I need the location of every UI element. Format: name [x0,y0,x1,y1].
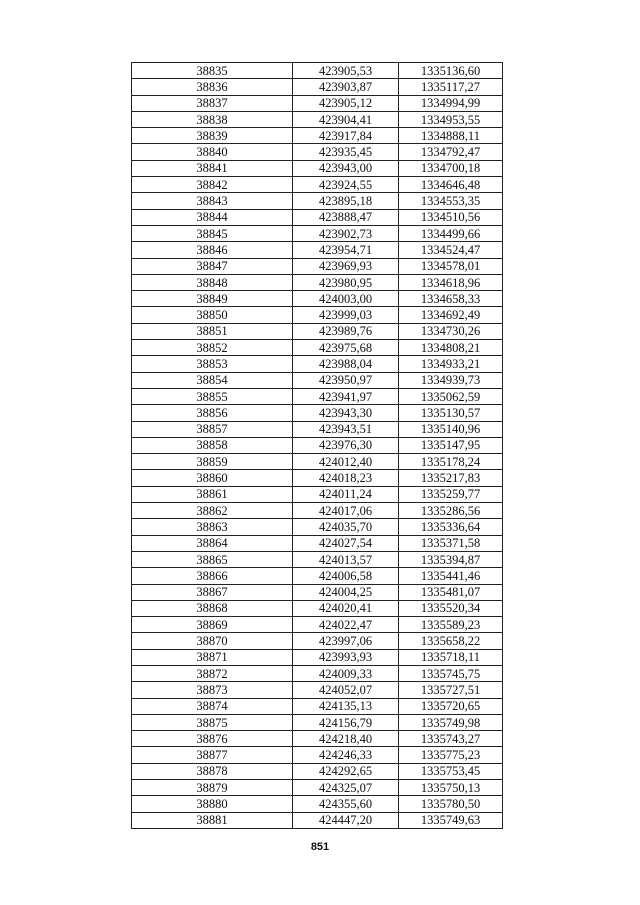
table-row [132,421,503,437]
point-number-cell: 38857 [132,421,293,437]
point-number-cell: 38861 [132,486,293,502]
x-coordinate-cell: 423975,68 [293,340,399,356]
table-row [132,291,503,307]
point-number-cell: 38865 [132,551,293,567]
table-row [132,812,503,828]
x-coordinate-cell: 424004,25 [293,584,399,600]
table-row [132,323,503,339]
point-number-cell: 38866 [132,568,293,584]
x-coordinate-cell: 424035,70 [293,519,399,535]
table-row [132,714,503,730]
y-coordinate-cell: 1334658,33 [399,291,503,307]
y-coordinate-cell: 1334499,66 [399,225,503,241]
table-row [132,796,503,812]
y-coordinate-cell: 1335589,23 [399,617,503,633]
y-coordinate-cell: 1334510,56 [399,209,503,225]
point-number-cell: 38853 [132,356,293,372]
y-coordinate-cell: 1335371,58 [399,535,503,551]
y-coordinate-cell: 1335062,59 [399,388,503,404]
x-coordinate-cell: 424012,40 [293,454,399,470]
table-row [132,242,503,258]
y-coordinate-cell: 1335441,46 [399,568,503,584]
point-number-cell: 38856 [132,405,293,421]
point-number-cell: 38851 [132,323,293,339]
y-coordinate-cell: 1335286,56 [399,503,503,519]
table-row [132,177,503,193]
point-number-cell: 38871 [132,649,293,665]
x-coordinate-cell: 424017,06 [293,503,399,519]
table-row [132,144,503,160]
x-coordinate-cell: 424447,20 [293,812,399,828]
table-row [132,340,503,356]
y-coordinate-cell: 1334888,11 [399,128,503,144]
coordinates-table [131,62,503,829]
x-coordinate-cell: 424218,40 [293,731,399,747]
x-coordinate-cell: 424009,33 [293,665,399,681]
table-row [132,437,503,453]
x-coordinate-cell: 423950,97 [293,372,399,388]
y-coordinate-cell: 1335750,13 [399,780,503,796]
y-coordinate-cell: 1335147,95 [399,437,503,453]
table-row [132,503,503,519]
x-coordinate-cell: 423943,30 [293,405,399,421]
y-coordinate-cell: 1335658,22 [399,633,503,649]
y-coordinate-cell: 1335136,60 [399,63,503,79]
y-coordinate-cell: 1335727,51 [399,682,503,698]
y-coordinate-cell: 1334730,26 [399,323,503,339]
point-number-cell: 38872 [132,665,293,681]
x-coordinate-cell: 423902,73 [293,225,399,241]
x-coordinate-cell: 424355,60 [293,796,399,812]
table-row [132,209,503,225]
x-coordinate-cell: 423943,51 [293,421,399,437]
y-coordinate-cell: 1334578,01 [399,258,503,274]
point-number-cell: 38838 [132,111,293,127]
y-coordinate-cell: 1334524,47 [399,242,503,258]
table-row [132,470,503,486]
table-row [132,225,503,241]
x-coordinate-cell: 424020,41 [293,600,399,616]
table-row [132,388,503,404]
point-number-cell: 38859 [132,454,293,470]
table-row [132,633,503,649]
point-number-cell: 38839 [132,128,293,144]
point-number-cell: 38868 [132,600,293,616]
y-coordinate-cell: 1335749,98 [399,714,503,730]
y-coordinate-cell: 1334646,48 [399,177,503,193]
table-row [132,682,503,698]
point-number-cell: 38850 [132,307,293,323]
x-coordinate-cell: 424003,00 [293,291,399,307]
y-coordinate-cell: 1335259,77 [399,486,503,502]
y-coordinate-cell: 1335130,57 [399,405,503,421]
point-number-cell: 38881 [132,812,293,828]
table-row [132,747,503,763]
y-coordinate-cell: 1335481,07 [399,584,503,600]
x-coordinate-cell: 424013,57 [293,551,399,567]
x-coordinate-cell: 423969,93 [293,258,399,274]
x-coordinate-cell: 424011,24 [293,486,399,502]
y-coordinate-cell: 1334808,21 [399,340,503,356]
table-row [132,617,503,633]
table-row [132,519,503,535]
table-row [132,486,503,502]
point-number-cell: 38873 [132,682,293,698]
y-coordinate-cell: 1334553,35 [399,193,503,209]
x-coordinate-cell: 423999,03 [293,307,399,323]
table-row [132,128,503,144]
x-coordinate-cell: 424006,58 [293,568,399,584]
x-coordinate-cell: 423980,95 [293,274,399,290]
y-coordinate-cell: 1334933,21 [399,356,503,372]
x-coordinate-cell: 423988,04 [293,356,399,372]
x-coordinate-cell: 423943,00 [293,160,399,176]
x-coordinate-cell: 423905,12 [293,95,399,111]
y-coordinate-cell: 1334953,55 [399,111,503,127]
x-coordinate-cell: 423989,76 [293,323,399,339]
point-number-cell: 38862 [132,503,293,519]
point-number-cell: 38835 [132,63,293,79]
x-coordinate-cell: 423905,53 [293,63,399,79]
y-coordinate-cell: 1334692,49 [399,307,503,323]
table-row [132,405,503,421]
table-row [132,584,503,600]
point-number-cell: 38877 [132,747,293,763]
y-coordinate-cell: 1335217,83 [399,470,503,486]
x-coordinate-cell: 424246,33 [293,747,399,763]
x-coordinate-cell: 423941,97 [293,388,399,404]
x-coordinate-cell: 424156,79 [293,714,399,730]
point-number-cell: 38858 [132,437,293,453]
x-coordinate-cell: 423935,45 [293,144,399,160]
y-coordinate-cell: 1335749,63 [399,812,503,828]
table-row [132,698,503,714]
table-row [132,63,503,79]
x-coordinate-cell: 423917,84 [293,128,399,144]
point-number-cell: 38848 [132,274,293,290]
point-number-cell: 38863 [132,519,293,535]
y-coordinate-cell: 1335140,96 [399,421,503,437]
x-coordinate-cell: 423904,41 [293,111,399,127]
table-row [132,454,503,470]
table-row [132,731,503,747]
point-number-cell: 38837 [132,95,293,111]
y-coordinate-cell: 1335720,65 [399,698,503,714]
point-number-cell: 38878 [132,763,293,779]
point-number-cell: 38855 [132,388,293,404]
x-coordinate-cell: 424022,47 [293,617,399,633]
table-row [132,160,503,176]
table-row [132,95,503,111]
y-coordinate-cell: 1335745,75 [399,665,503,681]
point-number-cell: 38870 [132,633,293,649]
y-coordinate-cell: 1334939,73 [399,372,503,388]
point-number-cell: 38840 [132,144,293,160]
point-number-cell: 38864 [132,535,293,551]
x-coordinate-cell: 423888,47 [293,209,399,225]
table-row [132,274,503,290]
point-number-cell: 38841 [132,160,293,176]
x-coordinate-cell: 423903,87 [293,79,399,95]
point-number-cell: 38869 [132,617,293,633]
x-coordinate-cell: 424052,07 [293,682,399,698]
y-coordinate-cell: 1334700,18 [399,160,503,176]
table-row [132,535,503,551]
x-coordinate-cell: 423895,18 [293,193,399,209]
page-number: 851 [310,841,330,853]
y-coordinate-cell: 1335178,24 [399,454,503,470]
point-number-cell: 38854 [132,372,293,388]
point-number-cell: 38879 [132,780,293,796]
x-coordinate-cell: 423954,71 [293,242,399,258]
x-coordinate-cell: 424018,23 [293,470,399,486]
point-number-cell: 38876 [132,731,293,747]
table-row [132,600,503,616]
table-row [132,307,503,323]
x-coordinate-cell: 424027,54 [293,535,399,551]
y-coordinate-cell: 1335394,87 [399,551,503,567]
point-number-cell: 38880 [132,796,293,812]
y-coordinate-cell: 1335520,34 [399,600,503,616]
x-coordinate-cell: 423993,93 [293,649,399,665]
table-row [132,372,503,388]
y-coordinate-cell: 1335117,27 [399,79,503,95]
x-coordinate-cell: 423997,06 [293,633,399,649]
x-coordinate-cell: 423976,30 [293,437,399,453]
table-row [132,665,503,681]
y-coordinate-cell: 1335775,23 [399,747,503,763]
table-row [132,258,503,274]
table-row [132,551,503,567]
table-row [132,79,503,95]
point-number-cell: 38846 [132,242,293,258]
y-coordinate-cell: 1335336,64 [399,519,503,535]
x-coordinate-cell: 424325,07 [293,780,399,796]
point-number-cell: 38836 [132,79,293,95]
table-row [132,568,503,584]
table-row [132,111,503,127]
point-number-cell: 38875 [132,714,293,730]
point-number-cell: 38852 [132,340,293,356]
point-number-cell: 38849 [132,291,293,307]
x-coordinate-cell: 424135,13 [293,698,399,714]
table-row [132,193,503,209]
point-number-cell: 38845 [132,225,293,241]
y-coordinate-cell: 1335743,27 [399,731,503,747]
y-coordinate-cell: 1334792,47 [399,144,503,160]
table-row [132,780,503,796]
table-row [132,649,503,665]
point-number-cell: 38874 [132,698,293,714]
point-number-cell: 38842 [132,177,293,193]
table-row [132,763,503,779]
x-coordinate-cell: 424292,65 [293,763,399,779]
coordinates-table-body [132,63,503,829]
y-coordinate-cell: 1335718,11 [399,649,503,665]
x-coordinate-cell: 423924,55 [293,177,399,193]
point-number-cell: 38844 [132,209,293,225]
y-coordinate-cell: 1334994,99 [399,95,503,111]
y-coordinate-cell: 1335753,45 [399,763,503,779]
table-row [132,356,503,372]
y-coordinate-cell: 1335780,50 [399,796,503,812]
y-coordinate-cell: 1334618,96 [399,274,503,290]
point-number-cell: 38843 [132,193,293,209]
point-number-cell: 38847 [132,258,293,274]
point-number-cell: 38867 [132,584,293,600]
point-number-cell: 38860 [132,470,293,486]
